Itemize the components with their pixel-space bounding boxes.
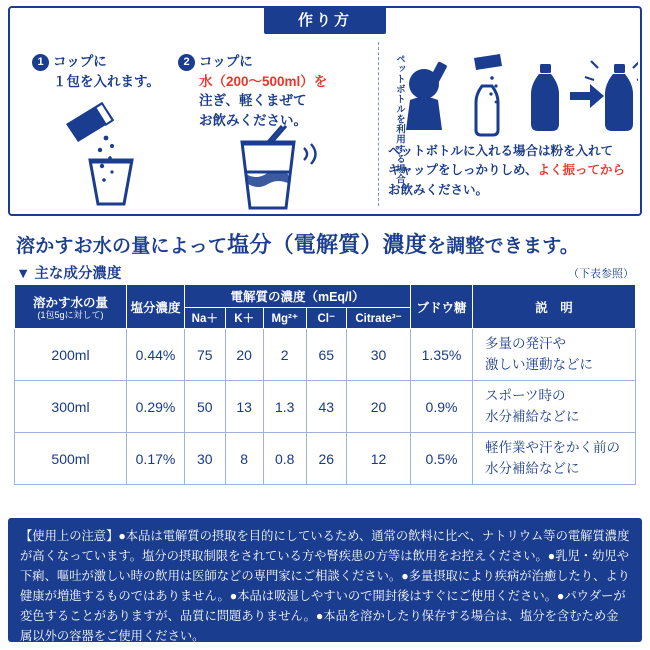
table-row <box>15 433 636 485</box>
glass-with-water-illustration <box>208 122 328 212</box>
headline-emphasis: 塩分（電解質）濃度 <box>227 232 428 257</box>
step-1-line2: １包を入れます。 <box>53 73 160 89</box>
step-2-line1: コップに <box>199 54 253 69</box>
cell-glucose: 0.5% <box>411 433 473 485</box>
bottle-note-accent: よく振ってから <box>537 163 626 178</box>
table-row <box>15 381 636 433</box>
cell-salt: 0.17% <box>127 433 185 485</box>
cell-citrate: 30 <box>347 329 411 381</box>
cell-water: 300ml <box>15 381 127 433</box>
cell-na: 75 <box>185 329 226 381</box>
table-reference-note: （下表参照） <box>568 268 634 280</box>
table-header-row-1 <box>15 285 636 308</box>
th-mg: Mg²⁺ <box>263 308 306 329</box>
th-water-amount-label: 溶かす水の量 <box>32 295 108 310</box>
table-subheading: ▼ 主な成分濃度 <box>16 266 122 282</box>
cell-water: 200ml <box>15 329 127 381</box>
cell-na: 50 <box>185 381 226 433</box>
step-1 <box>32 52 160 91</box>
cell-description-line2: 激しい運動などに <box>485 356 593 372</box>
cell-water: 500ml <box>15 433 127 485</box>
step-2-line2-accent: 水（200〜500ml）を <box>199 73 328 89</box>
bottle-usage-vertical-label: ペットボトルを利用する場合 <box>394 54 405 184</box>
cell-salt: 0.44% <box>127 329 185 381</box>
cell-citrate: 12 <box>347 433 411 485</box>
vertical-divider <box>378 42 379 206</box>
bottle-note <box>388 142 640 200</box>
cell-mg: 1.3 <box>263 381 306 433</box>
cell-description-line2: 水分補給などに <box>485 408 580 424</box>
cell-mg: 2 <box>263 329 306 381</box>
th-electrolyte-group: 電解質の濃度（mEq/l） <box>185 285 411 308</box>
cell-k: 13 <box>225 381 263 433</box>
step-2-line3: 注ぎ、軽くまぜて <box>199 93 307 109</box>
cell-cl: 65 <box>306 329 347 381</box>
headline-pre: 溶かすお水の量によって <box>16 236 228 257</box>
cell-na: 30 <box>185 433 226 485</box>
step-2 <box>178 52 327 130</box>
step-2-line4: お飲みください。 <box>199 112 307 128</box>
how-to-make-panel <box>8 6 642 216</box>
table-body <box>15 329 636 485</box>
concentration-table-wrapper <box>14 284 636 485</box>
cell-citrate: 20 <box>347 381 411 433</box>
th-description: 説 明 <box>473 285 636 329</box>
cell-k: 20 <box>225 329 263 381</box>
cell-cl: 43 <box>306 381 347 433</box>
headline-post: を調整できます。 <box>427 236 580 257</box>
cell-mg: 0.8 <box>263 433 306 485</box>
cell-description <box>473 381 636 433</box>
cell-glucose: 1.35% <box>411 329 473 381</box>
how-to-make-title: 作り方 <box>264 6 386 34</box>
table-head <box>15 285 636 329</box>
th-glucose: ブドウ糖 <box>411 285 473 329</box>
th-water-amount-sub: (1包5gに対して) <box>37 309 104 320</box>
th-cl: Cl⁻ <box>306 308 347 329</box>
th-water-amount <box>15 285 127 329</box>
bottle-note-line1: ペットボトルに入れる場合は粉を入れて <box>388 144 614 158</box>
cell-cl: 26 <box>306 433 347 485</box>
cell-k: 8 <box>225 433 263 485</box>
cell-description-line1: 多量の発汗や <box>485 336 566 352</box>
step-1-line1: コップに <box>53 54 107 69</box>
cell-description-line1: スポーツ時の <box>485 388 566 404</box>
cell-description-line2: 水分補給などに <box>485 460 580 476</box>
step-1-number: 1 <box>32 54 49 71</box>
th-citrate: Citrate³⁻ <box>347 308 411 329</box>
cell-description-line1: 軽作業や汗をかく前の <box>485 440 620 456</box>
cell-description <box>473 329 636 381</box>
how-to-make-body <box>10 34 640 216</box>
concentration-table <box>14 284 636 485</box>
bottle-shake-illustration <box>388 52 638 137</box>
cell-description <box>473 433 636 485</box>
th-salt-concentration: 塩分濃度 <box>127 285 185 329</box>
cell-salt: 0.29% <box>127 381 185 433</box>
headline <box>16 228 636 259</box>
th-k: K＋ <box>225 308 263 329</box>
cell-glucose: 0.9% <box>411 381 473 433</box>
bottle-note-line3: お飲みください。 <box>388 182 489 197</box>
th-na: Na＋ <box>185 308 226 329</box>
bottle-note-line2-text: キャップをしっかりしめ、 <box>388 163 538 178</box>
sachet-into-glass-illustration <box>62 94 172 209</box>
table-row <box>15 329 636 381</box>
bottle-note-line2 <box>388 161 640 180</box>
step-2-number: 2 <box>178 54 195 71</box>
usage-caution-text: 【使用上の注意】●本品は電解質の摂取を目的にしているため、通常の飲料に比べ、ナトリウム等の電解質濃度が高くなっています。塩分の摂取制限をされている方や腎疾患の方等は飲用をお控えください。●乳児・幼児や下痢、嘔吐が激しい時の飲用は医師などの専門家にご相談ください。●多量摂取により疾病が治癒したり、より健康が増進するものではありません。●本品は吸湿しやすいので開封後はすぐにご使用ください。●パウダーが変色することがありますが、品質に問題ありません。●本品を溶かしたり保存する場合は、塩分を含むため金属以外の容器をご使用ください。 <box>8 518 642 642</box>
